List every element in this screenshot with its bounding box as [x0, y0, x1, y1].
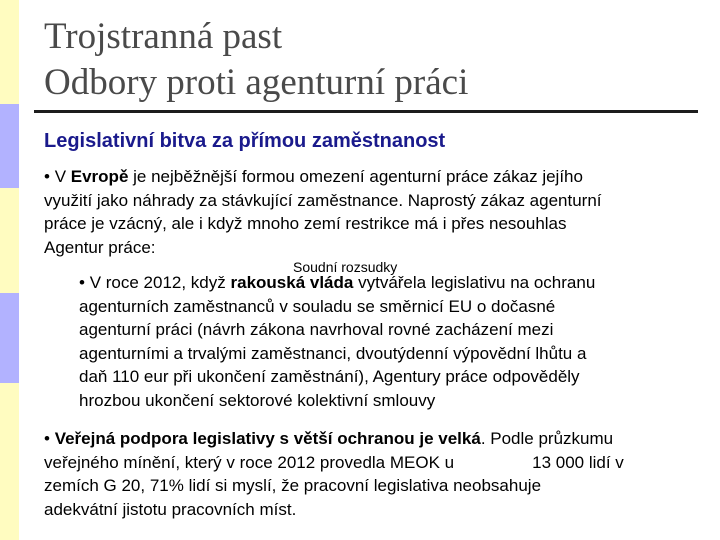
- strip-segment: [0, 0, 19, 104]
- bold-run: Veřejná podpora legislativy s větší ochranou je velká: [54, 429, 481, 448]
- text-line: práce je vzácný, ale i když mnoho zemí restrikce má i přes nesouhlas: [44, 214, 567, 233]
- bullet: •: [44, 167, 50, 186]
- title-line-1: Trojstranná past: [44, 16, 283, 57]
- bold-run: rakouská vláda: [230, 273, 354, 292]
- strip-segment: [0, 383, 19, 540]
- text-line: agenturními a trvalými zaměstnanci, dvoutýdenní výpovědní lhůtu a: [79, 343, 587, 363]
- decorative-side-strip: [0, 0, 19, 540]
- title-line-2: Odbory proti agenturní práci: [44, 62, 469, 103]
- text-run: veřejného mínění, který v roce 2012 provedla MEOK u: [44, 452, 455, 472]
- strip-segment: [0, 293, 19, 383]
- text-run: vytvářela legislativu na ochranu: [358, 273, 596, 292]
- text-line: zemích G 20, 71% lidí si myslí, že pracovní legislativa neobsahuje: [44, 476, 542, 495]
- text-line: adekvátní jistotu pracovních míst.: [44, 499, 297, 519]
- text-run: 13 000 lidí v: [532, 452, 624, 472]
- text-line: [44, 165, 716, 189]
- text-run: je nejběžnější formou omezení agenturní práce zákaz jejího: [133, 167, 583, 186]
- text-line: agenturních zaměstnanců v souladu se směrnicí EU o dočasné: [79, 296, 556, 316]
- paragraph-public-support: [44, 427, 720, 521]
- title-divider: [34, 110, 698, 113]
- text-line: [44, 451, 720, 475]
- slide-title: [44, 14, 704, 106]
- paragraph-europe: [44, 165, 716, 259]
- strip-segment: [0, 188, 19, 293]
- text-line: hrozbou ukončení sektorové kolektivní smlouvy: [79, 390, 436, 410]
- text-line: daň 110 eur při ukončení zaměstnání), Agentury práce odpověděly: [79, 367, 580, 386]
- overlay-label: Soudní rozsudky: [293, 259, 398, 275]
- slide-subheading: Legislativní bitva za přímou zaměstnanost: [44, 130, 446, 152]
- text-line: agenturní práci (návrh zákona navrhoval rovné zacházení mezi: [79, 320, 554, 339]
- text-line: [44, 427, 720, 451]
- strip-segment: [0, 104, 19, 188]
- text-run: . Podle průzkumu: [480, 429, 614, 448]
- text-run: V roce 2012, když: [89, 273, 226, 292]
- text-line: využití jako náhrady za stávkující zaměstnance. Naprostý zákaz agenturní: [44, 190, 602, 210]
- text-line: Agentur práce:: [44, 237, 156, 257]
- bold-run: Evropě: [70, 167, 129, 186]
- text-run: V: [54, 167, 67, 186]
- paragraph-austria: [79, 271, 709, 412]
- bullet: •: [44, 429, 50, 448]
- bullet: •: [79, 273, 85, 292]
